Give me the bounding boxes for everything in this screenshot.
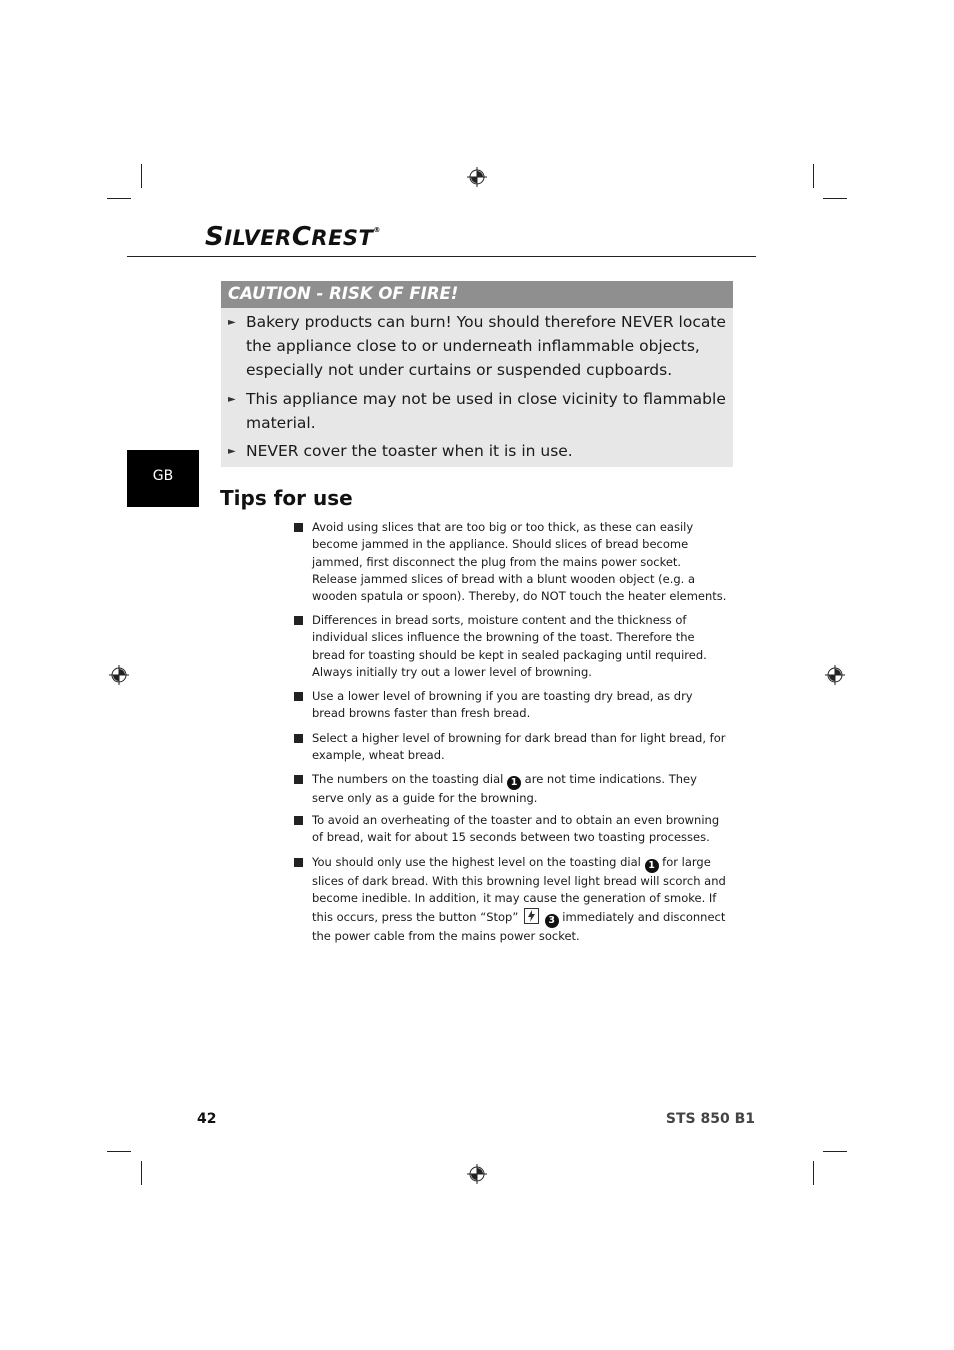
- crop-mark: [141, 164, 142, 188]
- logo-letter: S: [205, 222, 225, 252]
- caution-title-bar: [221, 281, 733, 308]
- square-bullet-icon: [294, 816, 303, 825]
- tip-text-part: immediately and disconnect the power cable from the mains power socket.: [312, 909, 726, 943]
- tip-text: To avoid an overheating of the toaster and to obtain an even browning of bread, wait for about 15 seconds between two toasting processes.: [312, 813, 720, 845]
- crop-mark: [823, 1151, 847, 1152]
- stop-button-ref-icon: 3: [545, 914, 559, 928]
- logo-letter: C: [291, 222, 312, 252]
- caution-item-text: NEVER cover the toaster when it is in use.: [246, 442, 573, 460]
- tip-text: Select a higher level of browning for dark bread than for light bread, for example, wheat bread.: [312, 731, 726, 763]
- section-title: Tips for use: [220, 486, 353, 510]
- tip-text: [312, 854, 728, 945]
- arrow-right-icon: ►: [228, 446, 236, 457]
- registration-mark-icon: [467, 1164, 487, 1184]
- registration-mark-icon: [109, 665, 129, 685]
- brand-logo: [205, 222, 381, 252]
- tip-text-part: for large slices of dark bread. With this browning level light bread will scorch and become inedible. In addition, it may cause the generation of smoke. If this occurs, press the button “Stop”: [312, 855, 726, 924]
- registration-mark-icon: [825, 665, 845, 685]
- caution-item-text: Bakery products can burn! You should therefore NEVER locate the appliance close to or underneath inflammable objects, especially not under curtains or suspended cupboards.: [246, 313, 726, 379]
- square-bullet-icon: [294, 616, 303, 625]
- trademark-symbol: ®: [373, 226, 381, 234]
- stop-button-icon: [524, 908, 539, 924]
- tip-text-part: The numbers on the toasting dial: [312, 772, 504, 786]
- square-bullet-icon: [294, 734, 303, 743]
- logo-text: REST: [311, 226, 374, 250]
- crop-mark: [107, 1151, 131, 1152]
- tip-text-part: You should only use the highest level on the toasting dial: [312, 855, 641, 869]
- model-number: STS 850 B1: [665, 1111, 755, 1127]
- toasting-dial-ref-icon: 1: [507, 776, 521, 790]
- caution-box: [221, 281, 733, 467]
- square-bullet-icon: [294, 523, 303, 532]
- language-tab: [127, 450, 199, 507]
- crop-mark: [107, 198, 131, 199]
- tip-text-part: are not time indications. They serve only as a guide for the browning.: [312, 772, 697, 805]
- square-bullet-icon: [294, 858, 303, 867]
- crop-mark: [823, 198, 847, 199]
- arrow-right-icon: ►: [228, 394, 236, 405]
- crop-mark: [813, 164, 814, 188]
- tip-text: [312, 771, 728, 807]
- crop-mark: [141, 1161, 142, 1185]
- toasting-dial-ref-icon: 1: [645, 859, 659, 873]
- crop-mark: [813, 1161, 814, 1185]
- square-bullet-icon: [294, 775, 303, 784]
- tip-text: Avoid using slices that are too big or too thick, as these can easily become jammed in the appliance. Should slices of bread become jammed, first disconnect the plug from the mains power socket. Release jammed slices of bread with a blunt wooden object (e.g. a wooden spatula or spoon). Thereby, do NOT touch the heater elements.: [312, 520, 727, 604]
- language-tab-label: GB: [152, 468, 174, 484]
- caution-item-text: This appliance may not be used in close vicinity to flammable material.: [246, 390, 726, 432]
- logo-text: ILVER: [224, 226, 292, 250]
- square-bullet-icon: [294, 692, 303, 701]
- caution-title: CAUTION - RISK OF FIRE!: [228, 284, 459, 303]
- tip-text: Differences in bread sorts, moisture content and the thickness of individual slices influence the browning of the toast. Therefore the bread for toasting should be kept in sealed packaging until required. Always initially try out a lower level of browning.: [312, 613, 707, 679]
- registration-mark-icon: [467, 167, 487, 187]
- arrow-right-icon: ►: [228, 317, 236, 328]
- header-rule: [127, 256, 756, 257]
- tip-text: Use a lower level of browning if you are toasting dry bread, as dry bread browns faster than fresh bread.: [312, 689, 693, 721]
- page-number: 42: [197, 1111, 217, 1127]
